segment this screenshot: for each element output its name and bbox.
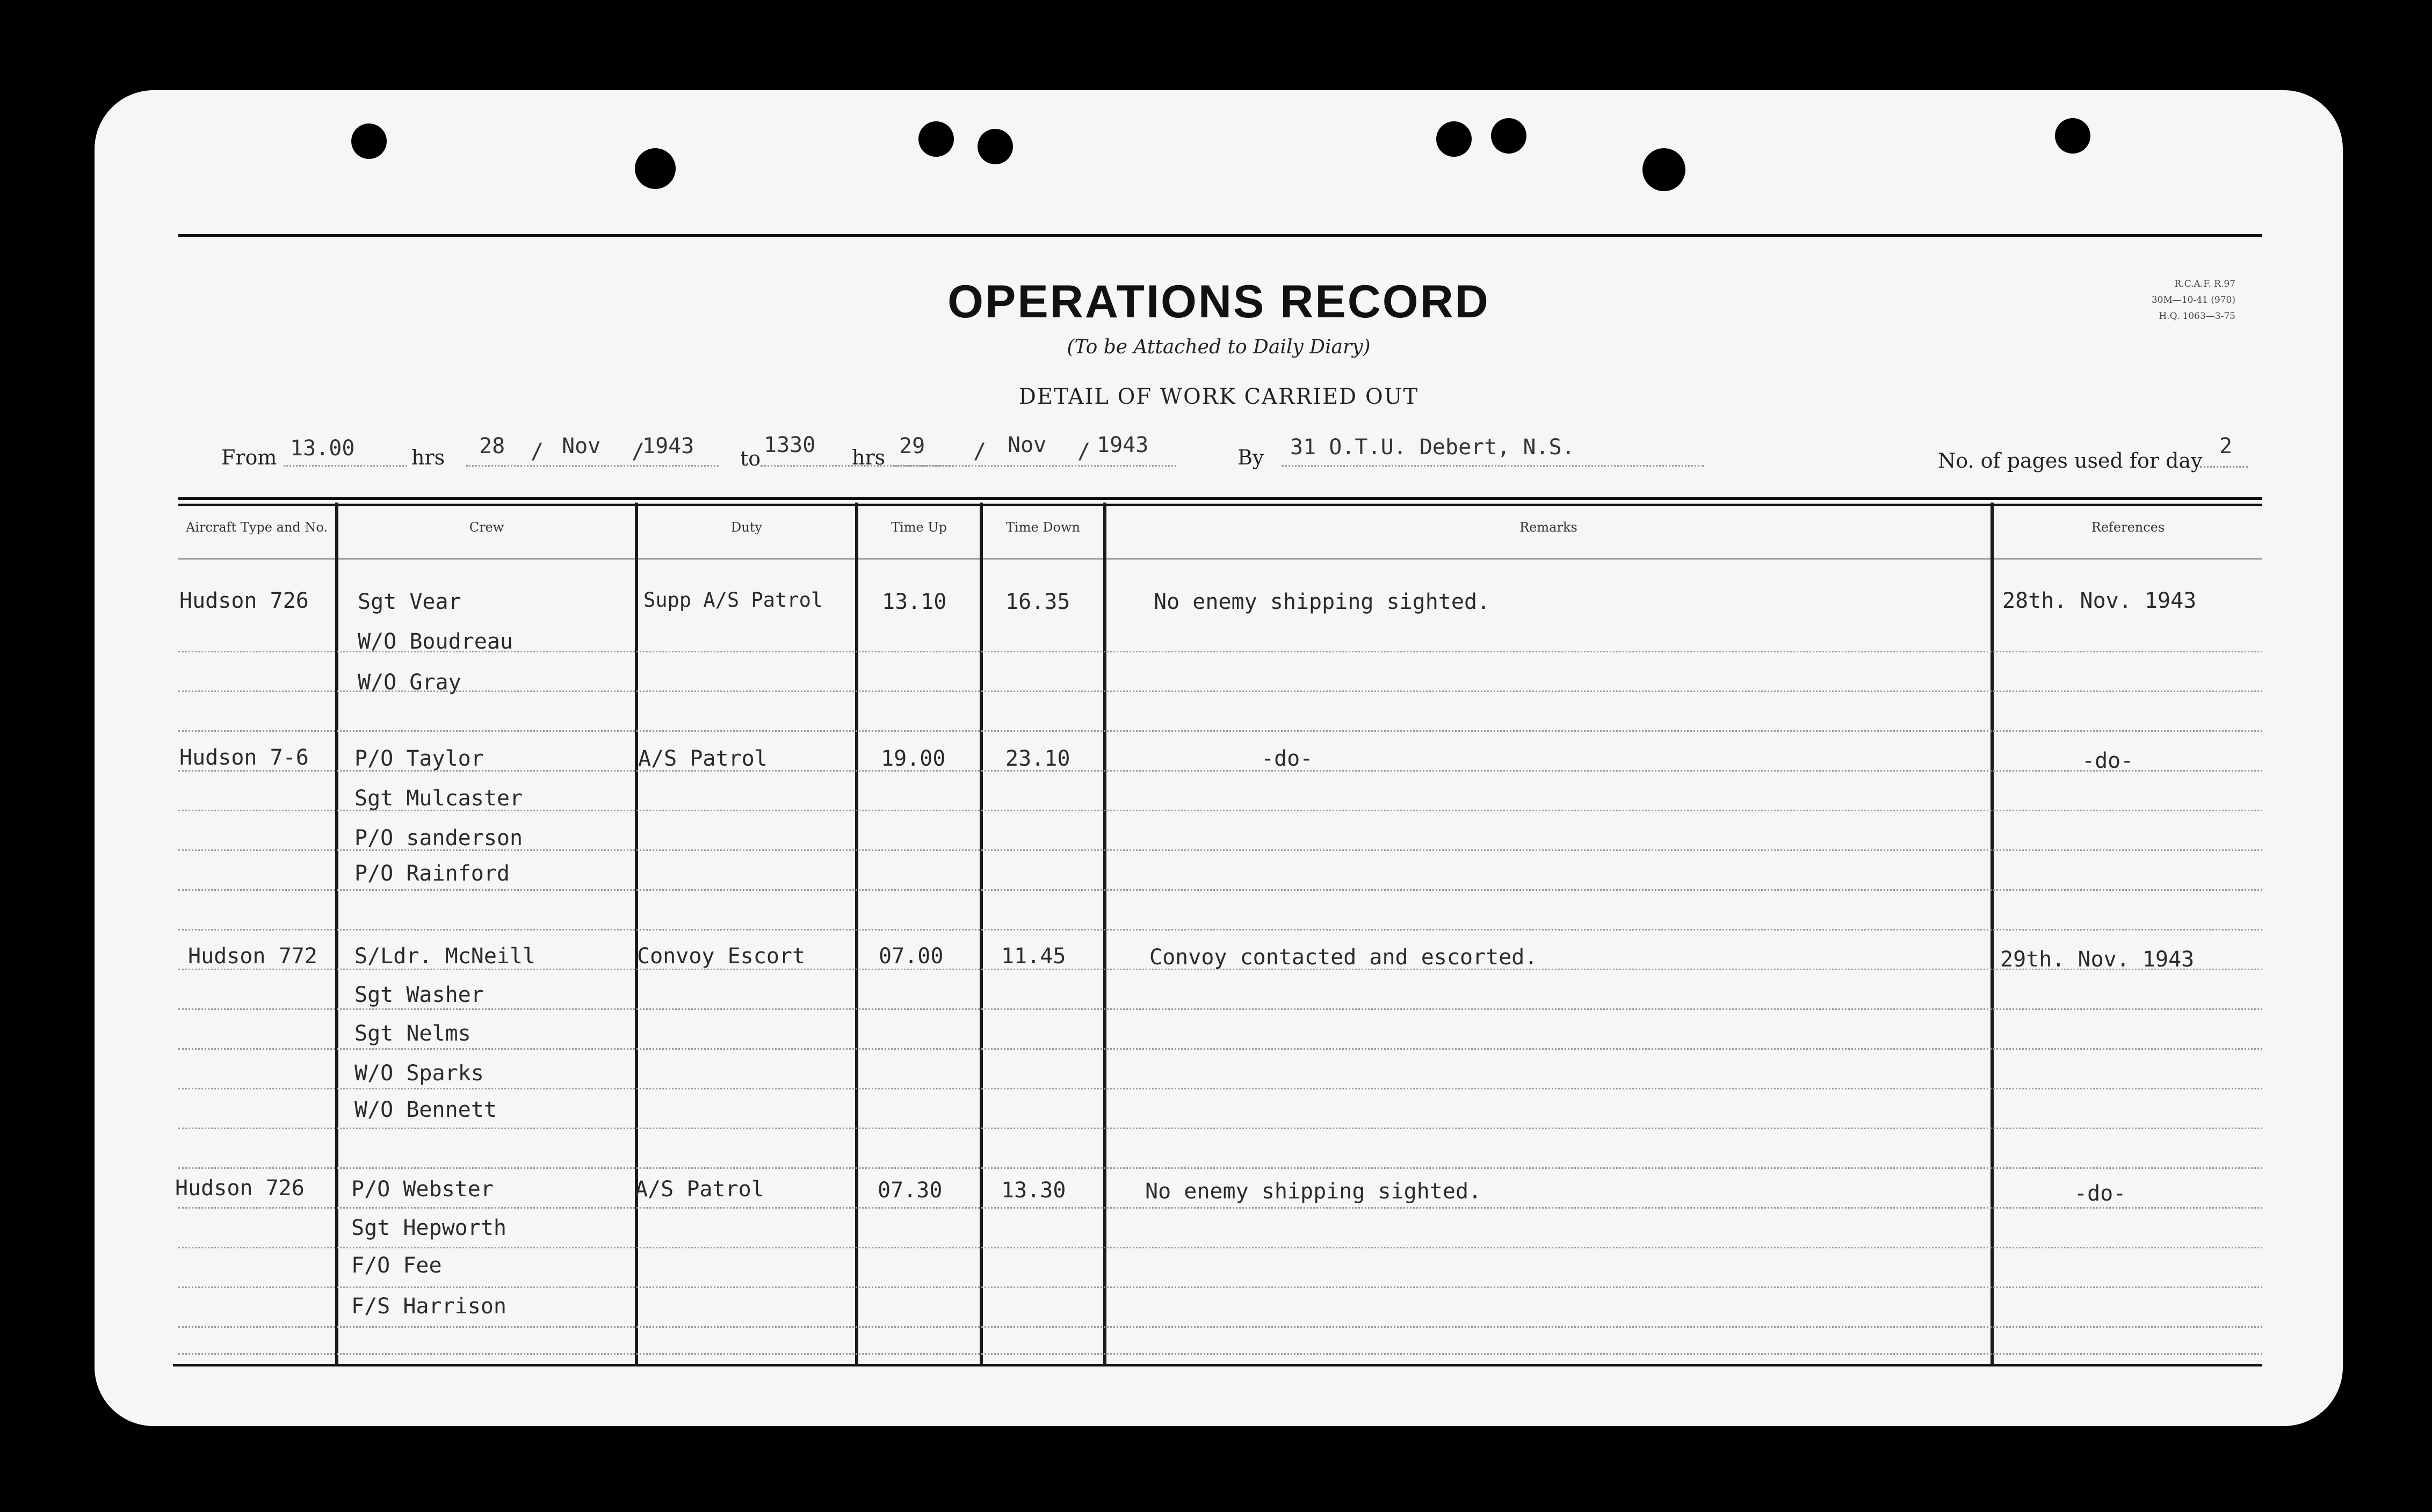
- entry-crew-member: P/O sanderson: [354, 826, 523, 851]
- ruled-line: [178, 1247, 2262, 1248]
- entry-crew-member: F/S Harrison: [351, 1294, 506, 1319]
- column-header-crew: Crew: [469, 520, 504, 535]
- punch-hole: [918, 121, 954, 157]
- ruled-line: [178, 889, 2262, 891]
- column-header-time-down: Time Down: [1006, 520, 1080, 535]
- by-unit: 31 O.T.U. Debert, N.S.: [1290, 435, 1575, 460]
- entry-remarks: -do-: [1261, 746, 1313, 771]
- form-reference: R.C.A.F. R.97 30M—10-41 (970) H.Q. 1063—3-75: [2151, 279, 2235, 322]
- entry-crew-member: W/O Sparks: [354, 1061, 484, 1086]
- entry-crew-member: F/O Fee: [351, 1253, 442, 1278]
- table-top-rule: [178, 497, 2262, 500]
- column-header-remarks: Remarks: [1519, 520, 1577, 535]
- punch-hole: [2055, 118, 2090, 154]
- header-bottom-rule: [178, 558, 2262, 559]
- date-separator: /: [531, 439, 544, 464]
- entry-crew-member: Sgt Hepworth: [351, 1216, 506, 1240]
- ruled-line: [178, 1207, 2262, 1209]
- pages-label: No. of pages used for day: [1938, 449, 2203, 473]
- entry-duty: Convoy Escort: [637, 944, 806, 969]
- entry-aircraft: Hudson 726: [179, 588, 309, 613]
- ruled-line: [178, 1048, 2262, 1050]
- page-title: OPERATIONS RECORD: [947, 276, 1490, 328]
- entry-crew-member: Sgt Vear: [358, 590, 461, 614]
- to-label: to: [740, 447, 761, 470]
- operations-record-card: [95, 90, 2343, 1426]
- date-separator: /: [1077, 439, 1091, 464]
- to-day: 29: [899, 434, 925, 459]
- ruled-line: [178, 1353, 2262, 1355]
- entry-reference: 29th. Nov. 1943: [2000, 947, 2195, 972]
- ruled-line: [178, 1326, 2262, 1328]
- entry-remarks: Convoy contacted and escorted.: [1149, 945, 1538, 970]
- entry-time-down: 13.30: [1001, 1178, 1066, 1203]
- entry-remarks: No enemy shipping sighted.: [1145, 1179, 1482, 1204]
- ruled-line: [178, 1088, 2262, 1089]
- entry-crew-member: P/O Webster: [351, 1177, 494, 1202]
- ruled-line: [178, 1008, 2262, 1010]
- entry-time-down: 16.35: [1005, 590, 1070, 614]
- punch-hole: [1642, 148, 1685, 191]
- column-divider: [635, 503, 638, 1365]
- entry-crew-member: Sgt Nelms: [354, 1021, 471, 1046]
- from-label: From: [221, 446, 277, 469]
- entry-time-up: 07.30: [878, 1178, 943, 1203]
- ruled-line: [178, 1286, 2262, 1288]
- ruled-line: [178, 929, 2262, 931]
- hrs-label: hrs: [411, 446, 445, 469]
- to-month: Nov: [1008, 433, 1047, 457]
- column-divider: [855, 503, 858, 1365]
- entry-time-down: 11.45: [1001, 944, 1066, 969]
- entry-crew-member: Sgt Mulcaster: [354, 786, 523, 811]
- ruled-line: [178, 1167, 2262, 1169]
- entry-time-up: 19.00: [881, 746, 946, 771]
- entry-aircraft: Hudson 7-6: [179, 745, 309, 770]
- entry-crew-member: W/O Boudreau: [358, 629, 513, 654]
- punch-hole: [1436, 121, 1472, 157]
- field-underline: [284, 465, 407, 467]
- entry-time-up: 13.10: [882, 590, 947, 614]
- entry-time-down: 23.10: [1005, 746, 1070, 771]
- date-separator: /: [632, 439, 645, 464]
- column-divider: [1103, 503, 1106, 1365]
- top-rule: [178, 234, 2262, 237]
- from-month: Nov: [562, 434, 601, 459]
- field-underline: [2200, 466, 2248, 468]
- from-time: 13.00: [290, 436, 355, 461]
- column-header-time-up: Time Up: [891, 520, 947, 535]
- punch-hole: [351, 123, 387, 159]
- by-label: By: [1237, 446, 1264, 469]
- entry-reference: -do-: [2074, 1181, 2126, 1206]
- entry-aircraft: Hudson 772: [188, 944, 317, 969]
- entry-remarks: No enemy shipping sighted.: [1154, 590, 1490, 614]
- field-underline: [1282, 465, 1704, 467]
- entry-crew-member: P/O Taylor: [354, 746, 484, 771]
- entry-reference: -do-: [2082, 748, 2134, 773]
- entry-time-up: 07.00: [879, 944, 944, 969]
- column-header-duty: Duty: [731, 520, 762, 535]
- entry-crew-member: S/Ldr. McNeill: [354, 944, 536, 969]
- entry-duty: A/S Patrol: [635, 1177, 764, 1202]
- punch-hole: [1491, 118, 1526, 154]
- from-year: 1943: [642, 434, 694, 459]
- column-divider: [980, 503, 983, 1365]
- column-header-aircraft: Aircraft Type and No.: [185, 520, 328, 535]
- entry-aircraft: Hudson 726: [175, 1176, 305, 1201]
- entry-crew-member: W/O Gray: [358, 670, 461, 695]
- pages-value: 2: [2219, 434, 2233, 459]
- punch-hole: [978, 129, 1013, 164]
- ruled-line: [178, 1128, 2262, 1129]
- column-divider: [1991, 503, 1994, 1365]
- page-subtitle: (To be Attached to Daily Diary): [1067, 336, 1371, 358]
- entry-duty: Supp A/S Patrol: [643, 588, 823, 612]
- detail-heading: DETAIL OF WORK CARRIED OUT: [1018, 384, 1419, 409]
- entry-crew-member: Sgt Washer: [354, 983, 484, 1007]
- table-top-rule: [178, 504, 2262, 506]
- column-header-references: References: [2091, 520, 2165, 535]
- entry-crew-member: P/O Rainford: [354, 861, 510, 886]
- to-hrs-label: hrs: [852, 446, 886, 469]
- field-underline: [895, 465, 1176, 467]
- to-year: 1943: [1097, 433, 1149, 457]
- entry-reference: 28th. Nov. 1943: [2002, 588, 2197, 613]
- ruled-line: [178, 730, 2262, 732]
- date-separator: /: [973, 439, 987, 464]
- entry-duty: A/S Patrol: [638, 746, 768, 771]
- entry-crew-member: W/O Bennett: [354, 1097, 497, 1122]
- from-day: 28: [479, 434, 505, 459]
- ruled-line: [178, 690, 2262, 692]
- field-underline: [466, 465, 719, 467]
- ruled-line: [178, 770, 2262, 772]
- table-bottom-rule: [173, 1364, 2262, 1366]
- to-time: 1330: [764, 433, 816, 457]
- column-divider: [335, 503, 338, 1365]
- punch-hole: [635, 148, 676, 189]
